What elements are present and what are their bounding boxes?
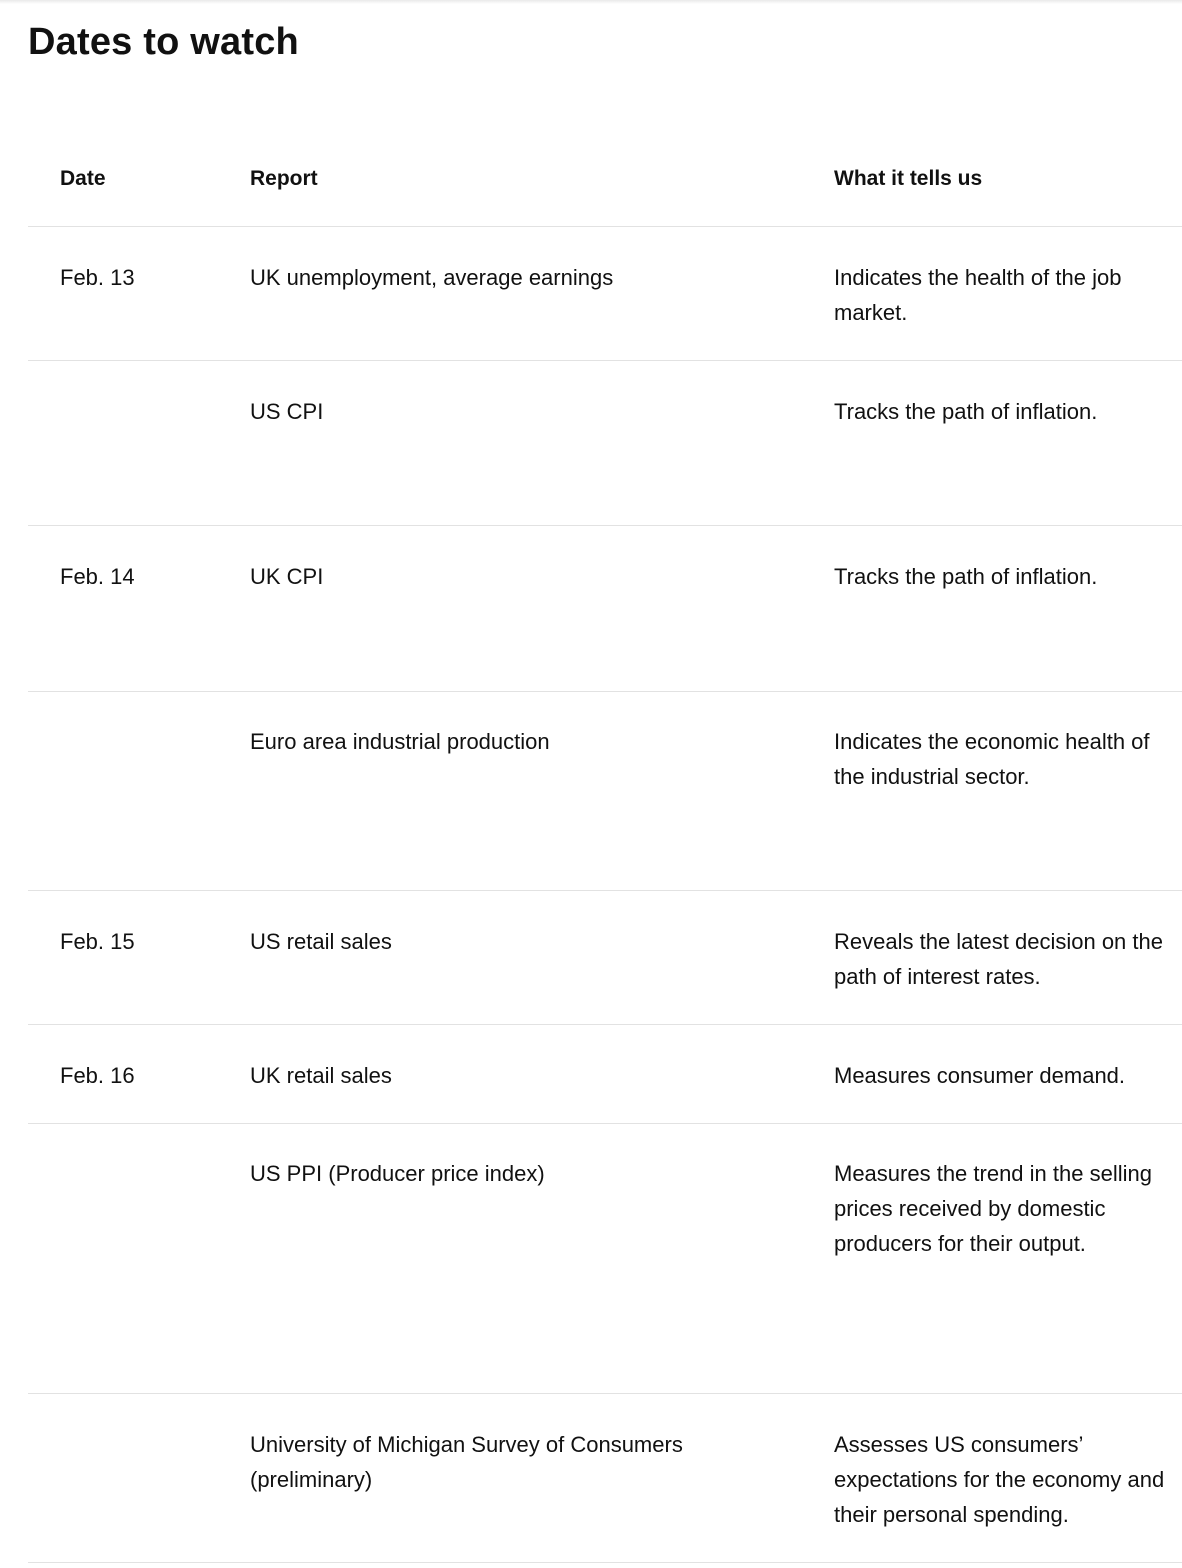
table-row (28, 526, 1182, 692)
row-description: Measures the trend in the selling prices received by domestic producers for their output. (834, 1161, 1152, 1256)
table-row (28, 692, 1182, 891)
row-description: Tracks the path of inflation. (834, 564, 1098, 589)
row-description: Tracks the path of inflation. (834, 399, 1098, 424)
top-shadow (0, 0, 1182, 4)
column-header-what-it-tells-us: What it tells us (834, 167, 983, 190)
table-header-row (28, 130, 1182, 227)
column-header-date: Date (60, 167, 106, 190)
column-header-report: Report (250, 167, 318, 190)
table-row (28, 1025, 1182, 1124)
row-report: UK unemployment, average earnings (250, 265, 614, 290)
row-date: Feb. 16 (60, 1063, 135, 1088)
table-row (28, 1124, 1182, 1394)
row-report: US CPI (250, 399, 324, 424)
row-report: US retail sales (250, 929, 392, 954)
row-report: UK CPI (250, 564, 324, 589)
table-row (28, 227, 1182, 361)
row-description: Assesses US consumers’ expectations for the economy and their personal spending. (834, 1432, 1165, 1527)
row-date: Feb. 15 (60, 929, 135, 954)
table-row (28, 1394, 1182, 1563)
row-report: US PPI (Producer price index) (250, 1161, 545, 1186)
row-report: Euro area industrial production (250, 729, 550, 754)
page-title: Dates to watch (28, 21, 299, 63)
row-date: Feb. 13 (60, 265, 135, 290)
row-report: University of Michigan Survey of Consumers (preliminary) (250, 1432, 683, 1492)
row-date: Feb. 14 (60, 564, 135, 589)
dates-table (28, 130, 1182, 1563)
table-row (28, 361, 1182, 526)
row-report: UK retail sales (250, 1063, 392, 1088)
row-description: Reveals the latest decision on the path of interest rates. (834, 929, 1163, 989)
row-description: Measures consumer demand. (834, 1063, 1126, 1088)
table-row (28, 891, 1182, 1025)
row-description: Indicates the economic health of the industrial sector. (834, 729, 1150, 789)
row-description: Indicates the health of the job market. (834, 265, 1122, 325)
